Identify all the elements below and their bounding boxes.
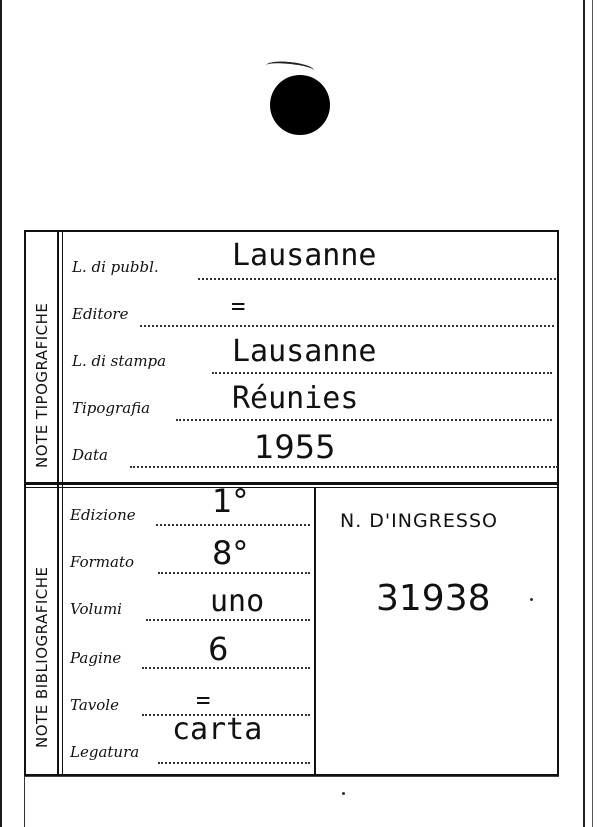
field-label-tavole: Tavole	[70, 696, 119, 714]
section-label-typographic: NOTE TIPOGRAFICHE	[33, 302, 51, 468]
field-value-tavole: =	[196, 686, 211, 714]
speck	[530, 598, 533, 601]
field-value-data: 1955	[254, 428, 336, 466]
field-label-volumi: Volumi	[70, 600, 122, 618]
field-line	[212, 372, 552, 374]
field-line	[156, 524, 310, 526]
field-value-tipografia: Réunies	[232, 381, 359, 416]
section-divider-inner	[24, 487, 559, 488]
field-line	[176, 419, 552, 421]
field-line	[198, 278, 556, 280]
field-label-edizione: Edizione	[70, 506, 136, 524]
label-column-rule-inner	[62, 232, 63, 774]
card-left-edge	[0, 0, 2, 827]
field-label-formato: Formato	[70, 553, 135, 571]
field-label-editore: Editore	[72, 305, 129, 323]
label-column-rule	[57, 232, 59, 774]
ingresso-divider	[314, 488, 316, 774]
field-label-legatura: Legatura	[70, 743, 140, 761]
field-label-data: Data	[72, 446, 108, 464]
bottom-rule	[24, 776, 559, 777]
field-label-luogo-pubblicazione: L. di pubbl.	[72, 258, 159, 276]
bottom-extension	[24, 776, 25, 827]
field-label-tipografia: Tipografia	[72, 399, 151, 417]
field-line	[146, 619, 310, 621]
field-line	[158, 572, 310, 574]
field-value-legatura: carta	[172, 712, 263, 747]
field-line	[158, 762, 310, 764]
ingresso-number: 31938	[376, 578, 491, 619]
card-right-edge	[583, 0, 585, 827]
field-value-edizione: 1°	[212, 482, 249, 520]
section-label-bibliographic: NOTE BIBLIOGRAFICHE	[33, 566, 51, 748]
field-value-luogo-pubblicazione: Lausanne	[232, 238, 377, 273]
field-line	[130, 466, 558, 468]
field-label-luogo-stampa: L. di stampa	[72, 352, 167, 370]
punch-hole	[270, 75, 330, 135]
field-line	[140, 325, 554, 327]
card-right-edge-outer	[592, 0, 593, 827]
field-value-volumi: uno	[210, 584, 265, 619]
ingresso-label: N. D'INGRESSO	[340, 510, 498, 532]
hole-mark	[266, 60, 315, 77]
field-value-formato: 8°	[212, 534, 249, 572]
section-divider	[24, 482, 559, 485]
speck	[342, 792, 345, 795]
field-value-editore: =	[231, 292, 246, 320]
field-label-pagine: Pagine	[70, 649, 122, 667]
field-value-pagine: 6	[208, 630, 229, 668]
field-value-luogo-stampa: Lausanne	[232, 334, 377, 369]
